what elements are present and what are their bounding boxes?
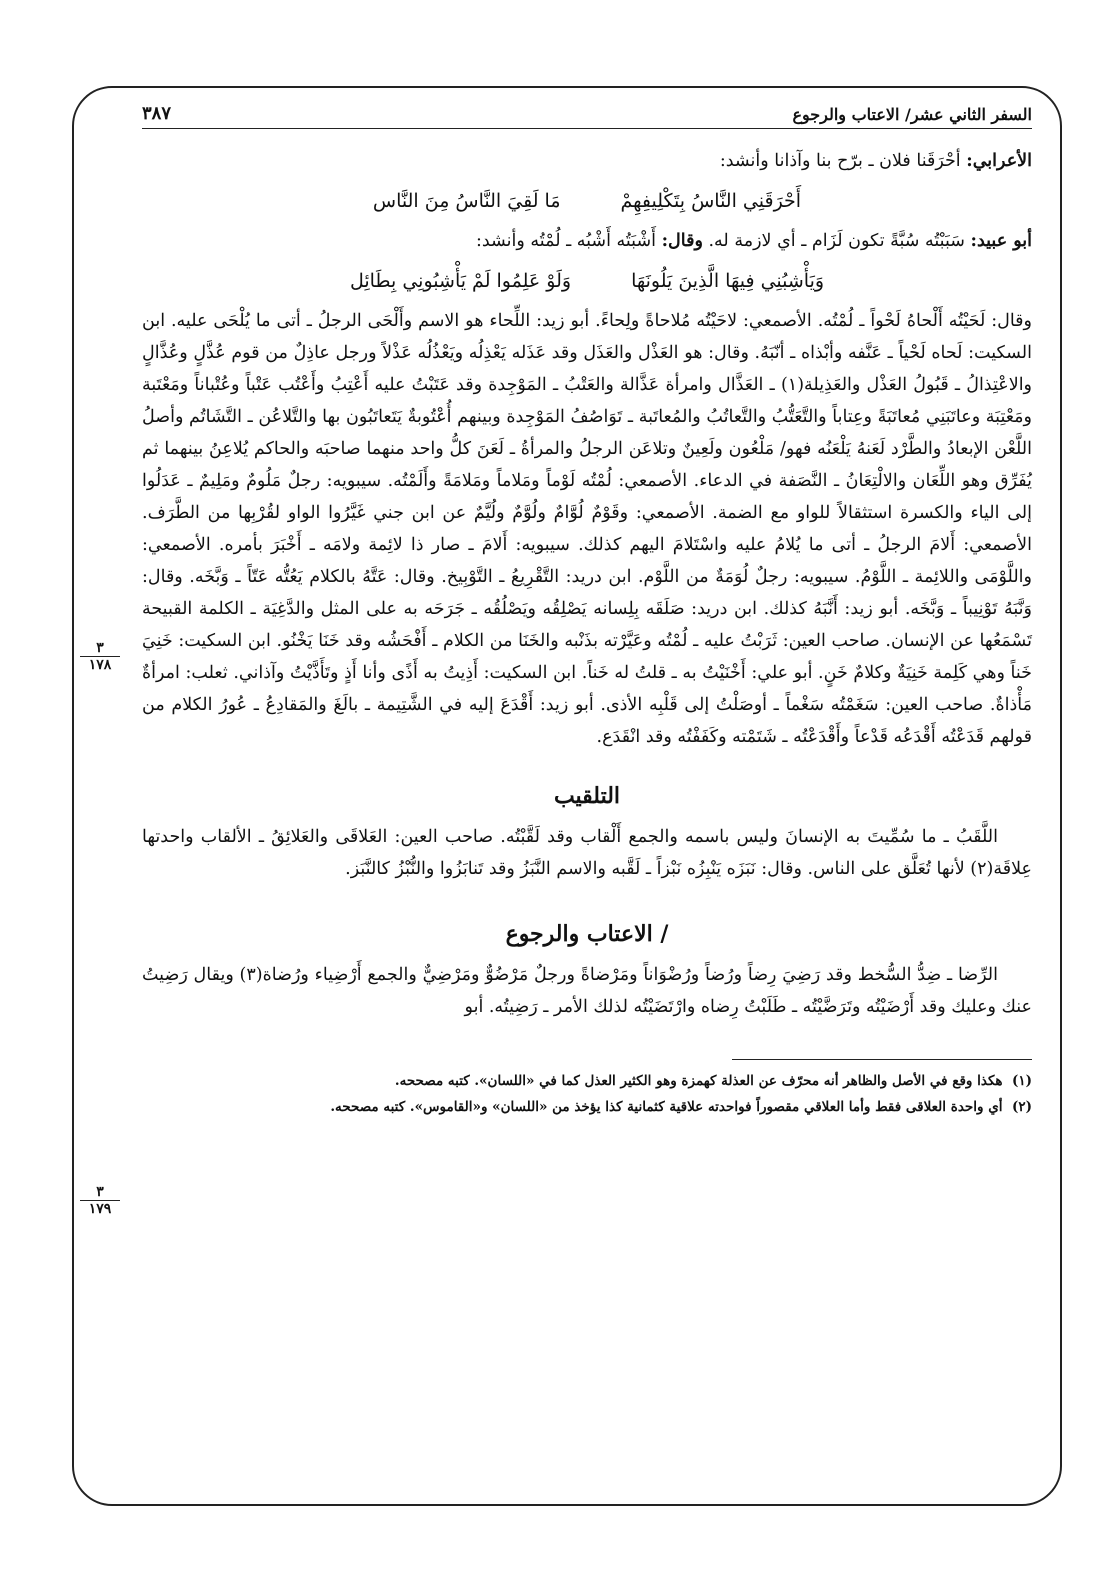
footnote-2: (٢) أي واحدة العلاقى فقط وأما العلاقي مقصوراً فواحدته علاقية كثمانية كذا يؤخذ من «اللسان» و«القاموس». كتبه مصححه.: [330, 1099, 1032, 1115]
section-itab-text: الرِّضا ـ ضِدُّ السُّخط وقد رَضِيَ رِضاً ورُضاً ورُضْوَاناً ومَرْضاةً ورجلٌ مَرْضُوٌّ ومَرْضِيٌّ والجمع أَرْضِياء ورُضاة(٣) ويقال رَضِيتُ عنك وعليك وقد أَرْضَيْتُه وتَرَضَّيْتُه ـ طَلَبْتُ رِضاه وارْتَضَيْتُه لذلك الأمر ـ رَضِيتُه. أبو: [142, 965, 1032, 1017]
footnote-separator: [732, 1059, 1032, 1060]
intro-line: الأعرابي: أحْرَقَنا فلان ـ برّح بنا وآذانا وأنشد:: [719, 151, 1032, 171]
verse-2-left: وَلَوْ عَلِمُوا لَمْ يَأْشِبُونِي بِطَائِل: [349, 270, 572, 292]
main-paragraph: وقال: لَحَيْتُه أَلْحاهُ لَحْواً ـ لُمْتُه. الأصمعي: لاحَيْتُه مُلاحاةً ولِحاءً. أبو زيد: اللِّحاء هو الاسم وأَلْحَى الرجلُ ـ أتى ما يُلْحَى عليه. ابن السكيت: لَحاه لَحْياً ـ عَنَّفه وأبْذاه ـ أنّبَهُ. وقال: هو العَذْل والعَذَل وقد عَذَله يَعْذِلُه ويَعْذُلُه عَذْلاً ورجل عاذِلٌ من قوم عُذَّلٍ وعُذَّالٍ والاعْتِذالُ ـ قَبُولُ العَذْل والعَذِيلة(١) ـ العَذَّال وامرأة عَذَّالة والعَتْبُ ـ المَوْجِدة وقد عَتَبْتُ عليه أَعْتِبُ وأَعْتُب عَتْباً وعُتْباناً ومَعْتَبة ومَعْتِبَة وعاتَبَنِي مُعاتَبَةً وعِتاباً والتَّعَتُّبُ والتَّعاتُبُ والمُعاتَبة ـ تَوَاصُفُ المَوْجِدة وبينهم أُعْتُوبةٌ يَتَعاتَبُون بها والتَّلاعُن ـ التَّشَاتُم وأصلُ اللَّعْن الإبعادُ والطَّرْد لَعَنهُ يَلْعَنُه فهو/ مَلْعُون ولَعِينٌ وتلاعَن الرجلُ والمرأةُ ـ لَعَنَ كلُّ واحد منهما صاحبَه والحاكم يُلاعِنُ بينهما ثم يُفَرِّق وهو اللِّعَان والالْتِعَانُ ـ النَّصَفة في الدعاء. الأصمعي: لُمْتُه لَوْماً ومَلاماً ومَلامَةً وأَلَمْتُه. سيبويه: رجلٌ مَلُومٌ ومَلِيمٌ ـ عَدَلُوا إلى الياء والكسرة استثقالاً للواو مع الضمة. الأصمعي: وقَوْمٌ لُوَّامٌ ولُوَّمٌ ولُيَّمٌ عن ابن جني غَيَّرُوا الواو لقُرْبِها من الطَّرَف. الأصمعي: أَلامَ الرجلُ ـ أتى ما يُلامُ عليه واسْتَلامَ اليهم كذلك. سيبويه: أَلامَ ـ صار ذا لائِمة ولامَه ـ أَخْبَرَ بأمره. الأصمعي: واللَّوْمَى واللائِمة ـ اللَّوْمُ. سيبويه: رجلٌ لُوَمَةٌ من اللَّوْم. ابن دريد: التَّقْرِيعُ ـ التَّوْبِيخ. وقال: عَتَّهُ بالكلام يَعُتُّه عَتّاً ـ وَبَّخَه. وقال: وَنَّبَهُ تَوْنِيباً ـ وَبَّخَه. أبو زيد: أَنَّبَهُ كذلك. ابن دريد: صَلَقَه بِلِسانه يَصْلِقُه ويَصْلُقُه ـ جَرَحَه به على المثل والدَّغِيَة ـ الكلمة القبيحة تَسْمَعُها عن الإنسان. صاحب العين: ثَرَبْتُ عليه ـ لُمْتُه وعَيَّرْته بذَنْبه والخَنَا من الكلام ـ أَفْحَشُه وقد خَنَا يَخْنُو. ابن السكيت: خَنِيَ خَناً وهي كَلِمة خَنِيَةٌ وكلامٌ خَنٍ. أبو علي: أَخْنَيْتُ به ـ قلتُ له خَناً. ابن السكيت: أَذِيتُ به أَذًى وأنا أَذٍ وتَأَذَّيْتُ وآذاني. ثعلب: امرأةٌ مَأْذاةٌ. صاحب العين: سَغَمْتُه سَغْماً ـ أوصَلْتُ إلى قَلْبِه الأذى. أبو زيد: أَقْدَعَ إليه في الشَّتِيمة ـ بالَغَ والمَقادِعُ ـ عُورُ الكلام من قولهم قَدَعْتُه أَقْدَعُه قَدْعاً وأَقْدَعْتُه ـ شَتَمْته وكَفَفْتُه وقد انْقَدَع.: [142, 311, 1033, 747]
verse-1-right: أَحْرَقَنِي النَّاسُ بِتَكْلِيفِهِمْ: [620, 190, 802, 212]
verse-2-right: وَيَأْشِبُنِي فِيهَا الَّذِينَ يَلُونَهَا: [631, 270, 825, 292]
page-content: [142, 96, 1032, 1120]
running-header: [142, 96, 1032, 129]
section-heading-talqib: التلقيب: [553, 783, 621, 809]
verse-2: [142, 261, 1032, 301]
footnote-1: (١) هكذا وقع في الأصل والظاهر أنه محرّف عن العذلة كهمزة وهو الكثير العذل كما في «اللسان». كتبه مصححه.: [394, 1073, 1032, 1089]
margin-note-1: ٣ ١٧٨: [80, 640, 120, 673]
verse-1-left: مَا لَقِيَ النَّاسُ مِنَ النَّاس: [372, 190, 561, 212]
abu-ubaid-line: أبو عبيد: سَبَبْتُه سُبَّةً تكون لَزَام ـ أي لازمة له. وقال: أَشْبَتُه أَشْبُه ـ لُمْتُه وأنشد:: [475, 231, 1032, 251]
section-talqib-text: اللَّقَبُ ـ ما سُمِّيتَ به الإنسانَ وليس باسمه والجمع أَلْقاب وقد لَقَّبْتُه. صاحب العين: العَلاقَى والعَلائِقُ ـ الألقاب واحدتها عِلاقَة(٢) لأنها تُعَلَّق على الناس. وقال: نَبَزَه يَنْبِزُه نَبْزاً ـ لَقَّبه والاسم النَّبَزُ وقد تَنابَزُوا والنُّبْزُ كالنَّبَز.: [142, 827, 1032, 879]
verse-1: [142, 181, 1032, 221]
page-number: ٣٨٧: [142, 103, 172, 124]
header-title: السفر الثاني عشر/ الاعتاب والرجوع: [792, 105, 1032, 124]
margin-note-2: ٣ ١٧٩: [80, 1184, 120, 1217]
section-heading-itab: / الاعتاب والرجوع: [505, 921, 669, 947]
